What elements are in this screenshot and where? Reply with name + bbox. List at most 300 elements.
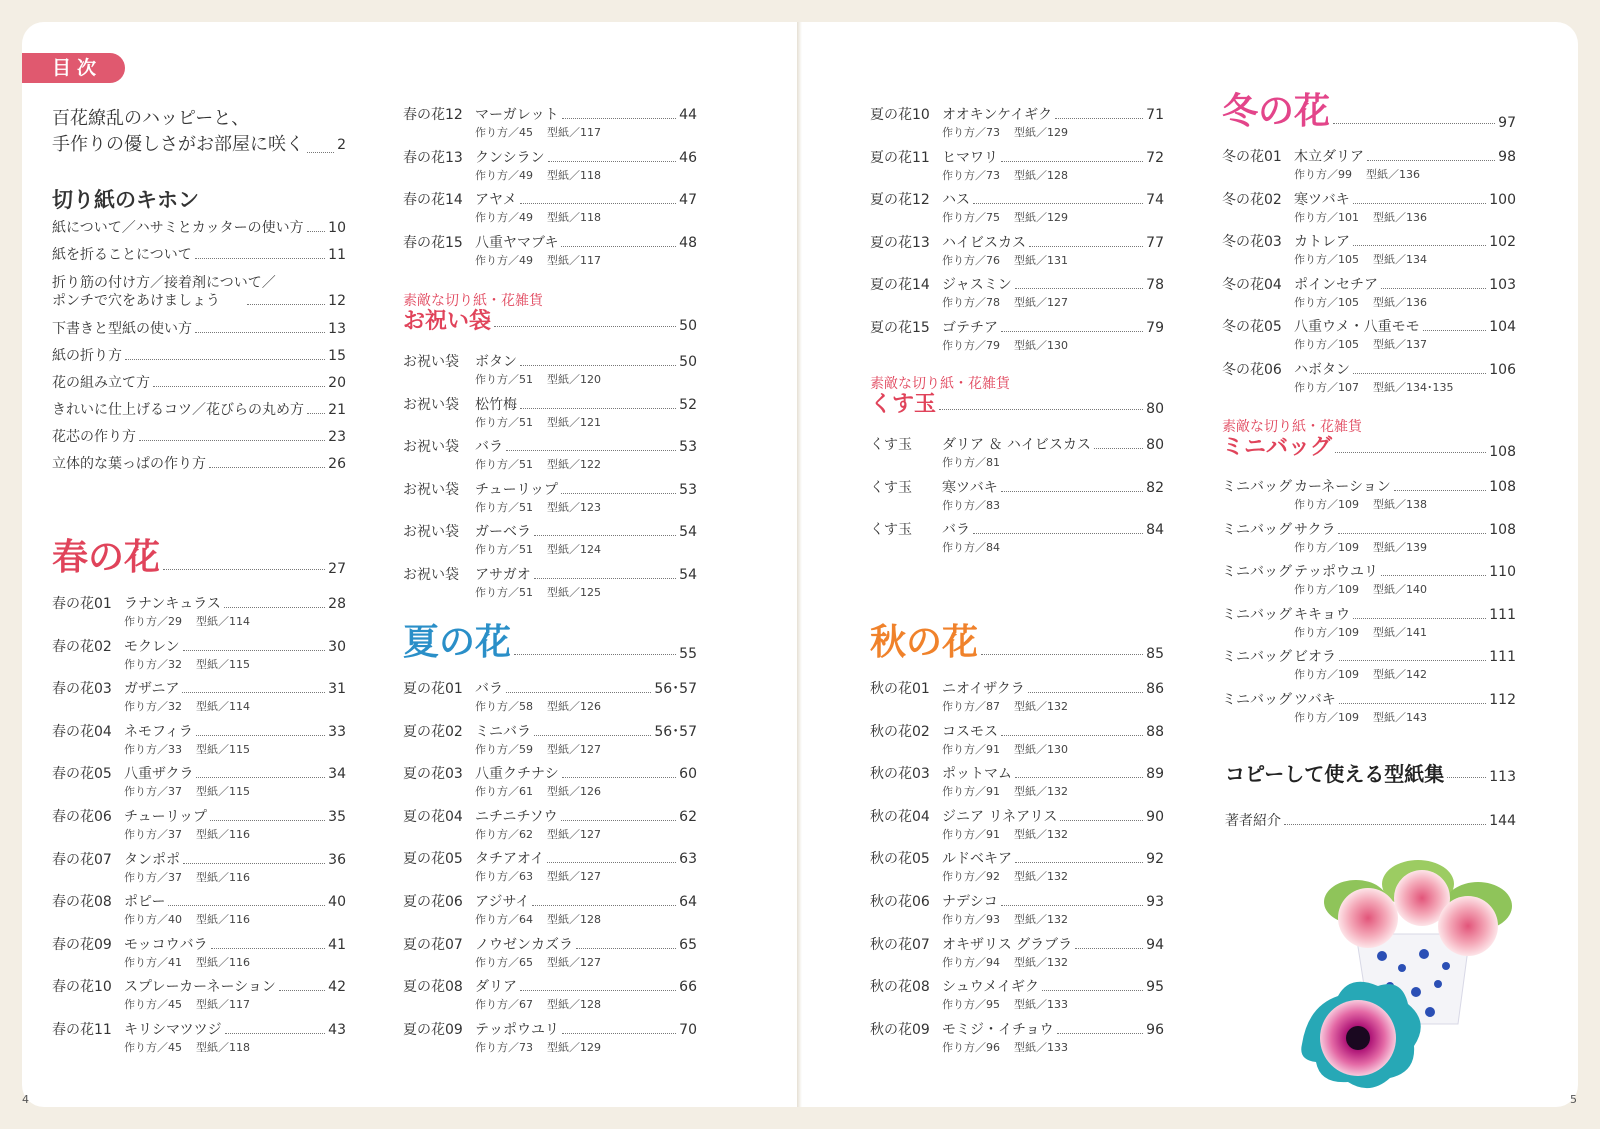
toc-entry-refs: [475, 126, 697, 140]
toc-entry[interactable]: [870, 436, 1164, 476]
toc-entry-label: 冬の花04: [1222, 276, 1282, 293]
toc-entry-name: ツバキ: [1294, 692, 1336, 708]
toc-entry-page: 102: [1489, 234, 1516, 251]
toc-entry[interactable]: [403, 149, 697, 189]
toc-entry-pattern: 型紙／141: [1373, 625, 1427, 639]
toc-entry-label: くす玉: [870, 437, 912, 453]
toc-entry-howto: 作り方／109: [1294, 540, 1359, 554]
toc-entry-label: 秋の花01: [870, 681, 930, 697]
toc-entry[interactable]: [52, 680, 346, 720]
toc-entry-page: 53: [679, 439, 697, 456]
toc-entry-pattern: 型紙／132: [1014, 955, 1068, 969]
toc-entry-row: [1222, 521, 1516, 539]
toc-entry-label: くす玉: [870, 479, 912, 496]
toc-entry[interactable]: [870, 521, 1164, 561]
toc-entry[interactable]: [870, 149, 1164, 189]
toc-entry-row: [870, 319, 1164, 337]
toc-entry-page: 94: [1146, 936, 1164, 953]
toc-entry-refs: [942, 456, 1164, 470]
toc-entry[interactable]: [52, 808, 346, 848]
toc-entry-howto: 作り方／87: [942, 700, 1000, 713]
toc-entry-label: ミニバッグ: [1222, 692, 1292, 708]
toc-entry-row: [403, 893, 697, 911]
leader: [1447, 777, 1486, 778]
toc-entry[interactable]: [1222, 478, 1516, 518]
toc-entry-row: [870, 191, 1164, 209]
toc-entry-refs: [942, 254, 1164, 268]
toc-entry[interactable]: [52, 1021, 346, 1061]
toc-entry-refs: [475, 743, 697, 757]
toc-entry-page: 30: [328, 638, 346, 655]
toc-entry-row: [1222, 318, 1516, 336]
toc-entry[interactable]: [1222, 361, 1516, 401]
toc-entry[interactable]: [403, 396, 697, 436]
author-title: 著者紹介: [1225, 813, 1281, 829]
intro[interactable]: [52, 106, 346, 158]
leader: [153, 386, 325, 387]
toc-entry-pattern: 型紙／114: [196, 615, 250, 628]
leader: [547, 862, 676, 863]
toc-entry-page: 104: [1489, 319, 1516, 336]
toc-entry[interactable]: [403, 438, 697, 478]
toc-entry[interactable]: [870, 765, 1164, 805]
toc-entry-name: ゴテチア: [942, 320, 998, 336]
minibag-subtitle: 素敵な切り紙・花雑貨: [1222, 419, 1362, 435]
toc-entry-page: 108: [1489, 479, 1516, 495]
oiwai-heading[interactable]: [403, 309, 697, 335]
toc-entry-page: 90: [1146, 808, 1164, 825]
toc-entry-howto: 作り方／105: [1294, 253, 1359, 267]
toc-entry-howto: 作り方／109: [1294, 668, 1359, 682]
toc-entry-page: 64: [679, 894, 697, 910]
toc-entry-name: 八重クチナシ: [475, 766, 559, 783]
leader: [279, 990, 325, 991]
toc-entry-label: 春の花09: [52, 936, 112, 953]
left-page-number: 4: [22, 1093, 29, 1106]
leader: [520, 990, 676, 991]
oiwai-title: お祝い袋: [403, 309, 492, 334]
toc-entry-page: 56･57: [654, 723, 697, 740]
kihon-entry-page: 23: [328, 429, 346, 445]
kihon-entry[interactable]: [52, 274, 346, 310]
toc-entry-label: お祝い袋: [403, 524, 459, 541]
toc-entry-refs: [942, 913, 1164, 927]
leader: [1353, 203, 1487, 204]
toc-entry-page: 86: [1146, 681, 1164, 697]
leader: [1339, 703, 1487, 704]
toc-entry[interactable]: [870, 276, 1164, 316]
toc-entry[interactable]: [870, 893, 1164, 933]
toc-entry-row: [403, 850, 697, 868]
toc-entry-refs: [475, 998, 697, 1012]
toc-entry-page: 70: [679, 1021, 697, 1038]
toc-entry[interactable]: [403, 680, 697, 720]
toc-entry[interactable]: [403, 723, 697, 763]
toc-entry-refs: [942, 296, 1164, 310]
toc-entry-howto: 作り方／78: [942, 296, 1000, 310]
toc-entry[interactable]: [1222, 691, 1516, 731]
toc-entry-howto: 作り方／81: [942, 456, 1000, 469]
kusudama-heading[interactable]: [870, 392, 1164, 418]
leader: [534, 735, 651, 736]
toc-entry-page: 95: [1146, 979, 1164, 996]
toc-entry-refs: [475, 870, 697, 884]
toc-entry-label: 秋の花06: [870, 894, 930, 910]
leader: [520, 365, 676, 366]
toc-entry-refs: [475, 458, 697, 472]
leader: [196, 777, 325, 778]
toc-entry-refs: [475, 1041, 697, 1055]
toc-entry-row: [403, 438, 697, 456]
toc-entry[interactable]: [870, 1021, 1164, 1061]
toc-entry-name: ナデシコ: [942, 894, 998, 910]
toc-entry-refs: [942, 700, 1164, 714]
toc-entry[interactable]: [1222, 606, 1516, 646]
toc-entry-row: [52, 680, 346, 698]
toc-entry-pattern: 型紙／134: [1373, 253, 1427, 267]
toc-entry-page: 111: [1489, 649, 1516, 666]
toc-entry[interactable]: [1222, 318, 1516, 358]
toc-entry[interactable]: [1222, 521, 1516, 561]
toc-entry[interactable]: [1222, 276, 1516, 316]
toc-entry-name: 松竹梅: [475, 396, 517, 413]
toc-entry-pattern: 型紙／120: [547, 373, 601, 386]
toc-entry[interactable]: [870, 106, 1164, 146]
toc-entry[interactable]: [1222, 648, 1516, 688]
toc-entry-row: [1222, 606, 1516, 624]
toc-entry-refs: [1294, 381, 1516, 395]
toc-entry-howto: 作り方／91: [942, 742, 1000, 756]
toc-entry-page: 50: [679, 354, 697, 370]
toc-entry[interactable]: [403, 978, 697, 1018]
toc-entry[interactable]: [52, 893, 346, 933]
toc-entry-refs: [942, 785, 1164, 799]
toc-entry-label: 夏の花15: [870, 320, 930, 336]
leader: [506, 692, 651, 693]
toc-entry-page: 96: [1146, 1021, 1164, 1038]
autumn-heading[interactable]: [870, 623, 1164, 663]
toc-entry-page: 43: [328, 1022, 346, 1038]
toc-entry-label: 秋の花04: [870, 808, 930, 825]
toc-entry-page: 48: [679, 234, 697, 251]
kihon-entry[interactable]: [52, 374, 346, 392]
toc-entry[interactable]: [1222, 191, 1516, 231]
toc-entry-row: [52, 638, 346, 656]
toc-entry-pattern: 型紙／117: [547, 126, 601, 139]
leader: [307, 231, 326, 232]
toc-entry-label: 夏の花08: [403, 979, 463, 996]
toc-entry-name: コスモス: [942, 723, 998, 740]
toc-entry-page: 71: [1146, 107, 1164, 123]
kihon-entry[interactable]: [52, 320, 346, 338]
kihon-entry-page: 26: [328, 456, 346, 472]
spring-heading[interactable]: [52, 538, 346, 578]
toc-entry-name: ハイビスカス: [942, 234, 1026, 251]
leader: [561, 246, 676, 247]
toc-entry[interactable]: [52, 765, 346, 805]
toc-entry-howto: 作り方／51: [475, 586, 533, 599]
toc-entry-pattern: 型紙／116: [196, 828, 250, 841]
toc-entry-row: [403, 723, 697, 741]
toc-entry-pattern: 型紙／128: [547, 998, 601, 1012]
toc-entry-pattern: 型紙／118: [196, 1041, 250, 1054]
kihon-entry-page: 13: [328, 321, 346, 337]
toc-entry-refs: [942, 541, 1164, 555]
toc-entry-howto: 作り方／49: [475, 168, 533, 182]
kihon-entry-page: 20: [328, 375, 346, 391]
toc-entry[interactable]: [52, 595, 346, 635]
leader: [1001, 735, 1143, 736]
toc-entry-howto: 作り方／63: [475, 870, 533, 884]
toc-entry-page: 46: [679, 149, 697, 166]
winter-heading[interactable]: [1222, 92, 1516, 132]
toc-entry-name: タチアオイ: [475, 851, 545, 868]
toc-entry-label: ミニバッグ: [1222, 564, 1292, 581]
kihon-entry-page: 15: [328, 348, 346, 364]
toc-entry-howto: 作り方／96: [942, 1040, 1000, 1054]
toc-entry-name: モクレン: [124, 638, 180, 655]
leader: [1339, 660, 1486, 661]
toc-entry-refs: [124, 828, 346, 842]
toc-entry[interactable]: [52, 723, 346, 763]
toc-entry-howto: 作り方／37: [124, 785, 182, 799]
kihon-entry-line2: ポンチで穴をあけましょう: [52, 293, 220, 309]
toc-entry-refs: [124, 743, 346, 757]
toc-entry-page: 31: [328, 681, 346, 698]
toc-entry[interactable]: [52, 936, 346, 976]
toc-entry-page: 47: [679, 192, 697, 209]
toc-entry[interactable]: [870, 234, 1164, 274]
toc-entry-label: 春の花04: [52, 723, 112, 740]
toc-entry-row: [870, 808, 1164, 826]
kihon-entry[interactable]: [52, 401, 346, 419]
toc-entry-label: 春の花02: [52, 638, 112, 655]
toc-entry-refs: [124, 871, 346, 885]
toc-entry-label: 春の花11: [52, 1022, 112, 1038]
leader: [1284, 824, 1486, 825]
toc-entry-howto: 作り方／49: [475, 253, 533, 267]
leader: [1381, 288, 1486, 289]
toc-entry-howto: 作り方／33: [124, 742, 182, 756]
toc-entry[interactable]: [1222, 563, 1516, 603]
leader: [1333, 123, 1495, 124]
toc-entry-name: チューリップ: [124, 809, 208, 825]
toc-entry[interactable]: [1222, 233, 1516, 273]
kihon-entry-label: 下書きと型紙の使い方: [52, 321, 192, 337]
kihon-entry[interactable]: [52, 455, 346, 473]
toc-entry-refs: [124, 913, 346, 927]
leader: [973, 203, 1143, 204]
leader: [195, 258, 325, 259]
toc-entry-refs: [942, 828, 1164, 842]
intro-line1: 百花繚乱のハッピーと、: [52, 108, 250, 129]
leader: [1338, 533, 1486, 534]
toc-entry-label: くす玉: [870, 522, 912, 539]
toc-entry-howto: 作り方／51: [475, 373, 533, 386]
toc-entry-row: [52, 765, 346, 783]
toc-entry-pattern: 型紙／133: [1014, 998, 1068, 1012]
leader: [973, 533, 1143, 534]
toc-entry-name: 八重ザクラ: [124, 766, 194, 783]
toc-entry-label: 春の花14: [403, 192, 463, 209]
toc-entry-name: ラナンキュラス: [124, 596, 221, 612]
toc-entry-page: 63: [679, 851, 697, 868]
intro-page: 2: [337, 137, 346, 153]
leader: [1367, 160, 1495, 161]
toc-entry-row: [870, 149, 1164, 167]
toc-entry-page: 88: [1146, 723, 1164, 740]
toc-entry[interactable]: [870, 319, 1164, 359]
toc-entry-pattern: 型紙／127: [547, 955, 601, 969]
toc-entry-row: [403, 566, 697, 584]
toc-entry[interactable]: [1222, 148, 1516, 188]
toc-entry-page: 77: [1146, 234, 1164, 251]
toc-entry[interactable]: [870, 850, 1164, 890]
toc-entry-row: [1222, 563, 1516, 581]
toc-entry-pattern: 型紙／116: [196, 913, 250, 927]
toc-entry-refs: [942, 211, 1164, 225]
toc-entry-page: 60: [679, 766, 697, 783]
toc-entry-row: [1222, 648, 1516, 666]
toc-entry-name: バラ: [475, 439, 503, 456]
toc-entry-pattern: 型紙／136: [1366, 168, 1420, 181]
col-2: [403, 0, 697, 1129]
minibag-heading[interactable]: [1222, 435, 1516, 461]
toc-entry[interactable]: [870, 808, 1164, 848]
toc-entry-row: [403, 978, 697, 996]
toc-entry-row: [1222, 691, 1516, 709]
toc-entry-pattern: 型紙／117: [196, 998, 250, 1012]
toc-entry-row: [52, 851, 346, 869]
toc-entry-label: 夏の花03: [403, 766, 463, 783]
toc-entry-pattern: 型紙／132: [1014, 785, 1068, 799]
toc-entry-name: モミジ・イチョウ: [942, 1021, 1054, 1038]
toc-entry-howto: 作り方／32: [124, 657, 182, 671]
toc-entry[interactable]: [403, 936, 697, 976]
toc-entry[interactable]: [403, 523, 697, 563]
toc-entry-refs: [1294, 498, 1516, 512]
copy-heading[interactable]: [1222, 762, 1516, 786]
kihon-entry[interactable]: [52, 246, 346, 264]
toc-entry-page: 65: [679, 936, 697, 953]
toc-entry-label: ミニバッグ: [1222, 649, 1292, 666]
toc-entry-howto: 作り方／93: [942, 913, 1000, 926]
toc-entry-howto: 作り方／29: [124, 615, 182, 628]
toc-entry[interactable]: [403, 481, 697, 521]
toc-entry-row: [403, 234, 697, 252]
toc-entry-refs: [124, 615, 346, 629]
toc-entry[interactable]: [403, 191, 697, 231]
toc-entry[interactable]: [870, 191, 1164, 231]
toc-entry-refs: [942, 339, 1164, 353]
toc-entry-page: 106: [1489, 362, 1516, 378]
toc-entry-howto: 作り方／75: [942, 211, 1000, 225]
toc-entry-page: 112: [1489, 692, 1516, 708]
toc-entry-pattern: 型紙／127: [547, 742, 601, 756]
toc-entry-row: [870, 936, 1164, 954]
toc-entry[interactable]: [403, 808, 697, 848]
toc-tab: 目次: [22, 53, 125, 83]
leader: [209, 467, 325, 468]
toc-entry-label: 夏の花01: [403, 681, 463, 697]
toc-entry-howto: 作り方／99: [1294, 168, 1352, 181]
kihon-entry[interactable]: [52, 219, 346, 237]
toc-entry[interactable]: [52, 851, 346, 891]
toc-entry-howto: 作り方／64: [475, 913, 533, 926]
toc-entry[interactable]: [403, 353, 697, 393]
toc-entry[interactable]: [403, 765, 697, 805]
toc-entry[interactable]: [870, 723, 1164, 763]
toc-entry[interactable]: [52, 638, 346, 678]
kihon-entry-page: 12: [328, 293, 346, 309]
leader: [307, 413, 325, 414]
toc-entry[interactable]: [403, 566, 697, 606]
toc-entry-page: 72: [1146, 149, 1164, 166]
toc-entry-refs: [942, 169, 1164, 183]
toc-entry-pattern: 型紙／116: [196, 870, 250, 884]
toc-entry-label: 冬の花05: [1222, 319, 1282, 336]
toc-entry-name: ニオイザクラ: [942, 681, 1025, 697]
toc-entry[interactable]: [870, 479, 1164, 519]
toc-entry-row: [403, 481, 697, 499]
leader: [1423, 330, 1487, 331]
toc-entry-howto: 作り方／109: [1294, 711, 1359, 724]
toc-entry-refs: [1294, 253, 1516, 267]
right-page-number: 5: [1570, 1093, 1577, 1106]
toc-entry[interactable]: [52, 978, 346, 1018]
toc-entry-page: 89: [1146, 766, 1164, 783]
toc-entry-pattern: 型紙／136: [1373, 210, 1427, 224]
toc-entry-name: 木立ダリア: [1294, 149, 1364, 165]
toc-entry-row: [1222, 148, 1516, 166]
toc-entry-label: 春の花07: [52, 851, 112, 868]
leader: [1057, 1033, 1144, 1034]
toc-entry[interactable]: [870, 936, 1164, 976]
toc-entry-refs: [124, 956, 346, 970]
leader: [534, 535, 676, 536]
kihon-entry[interactable]: [52, 347, 346, 365]
toc-entry-howto: 作り方／59: [475, 742, 533, 756]
toc-entry-howto: 作り方／37: [124, 828, 182, 841]
toc-entry[interactable]: [403, 106, 697, 146]
toc-entry[interactable]: [870, 978, 1164, 1018]
toc-entry-name: ヒマワリ: [942, 149, 998, 166]
toc-entry-label: 夏の花12: [870, 192, 930, 209]
leader: [1094, 448, 1143, 449]
toc-entry-name: シュウメイギク: [942, 979, 1040, 996]
kihon-entry-row: [52, 292, 346, 310]
kihon-entry-label: 花の組み立て方: [52, 375, 150, 391]
leader: [1075, 948, 1143, 949]
toc-entry-row: [403, 523, 697, 541]
toc-entry-howto: 作り方／83: [942, 498, 1000, 512]
toc-entry-refs: [475, 913, 697, 927]
toc-entry[interactable]: [403, 234, 697, 274]
toc-entry-refs: [942, 1041, 1164, 1055]
leader: [520, 203, 676, 204]
author-entry[interactable]: [1222, 812, 1516, 830]
paper-flower-photo: [1298, 846, 1530, 1096]
summer-heading[interactable]: [403, 623, 697, 663]
toc-entry[interactable]: [870, 680, 1164, 720]
kihon-entry[interactable]: [52, 428, 346, 446]
toc-entry-refs: [475, 169, 697, 183]
toc-entry[interactable]: [403, 1021, 697, 1061]
toc-entry[interactable]: [403, 850, 697, 890]
copy-title: コピーして使える型紙集: [1225, 762, 1445, 786]
toc-entry-pattern: 型紙／125: [547, 586, 601, 599]
toc-entry[interactable]: [403, 893, 697, 933]
